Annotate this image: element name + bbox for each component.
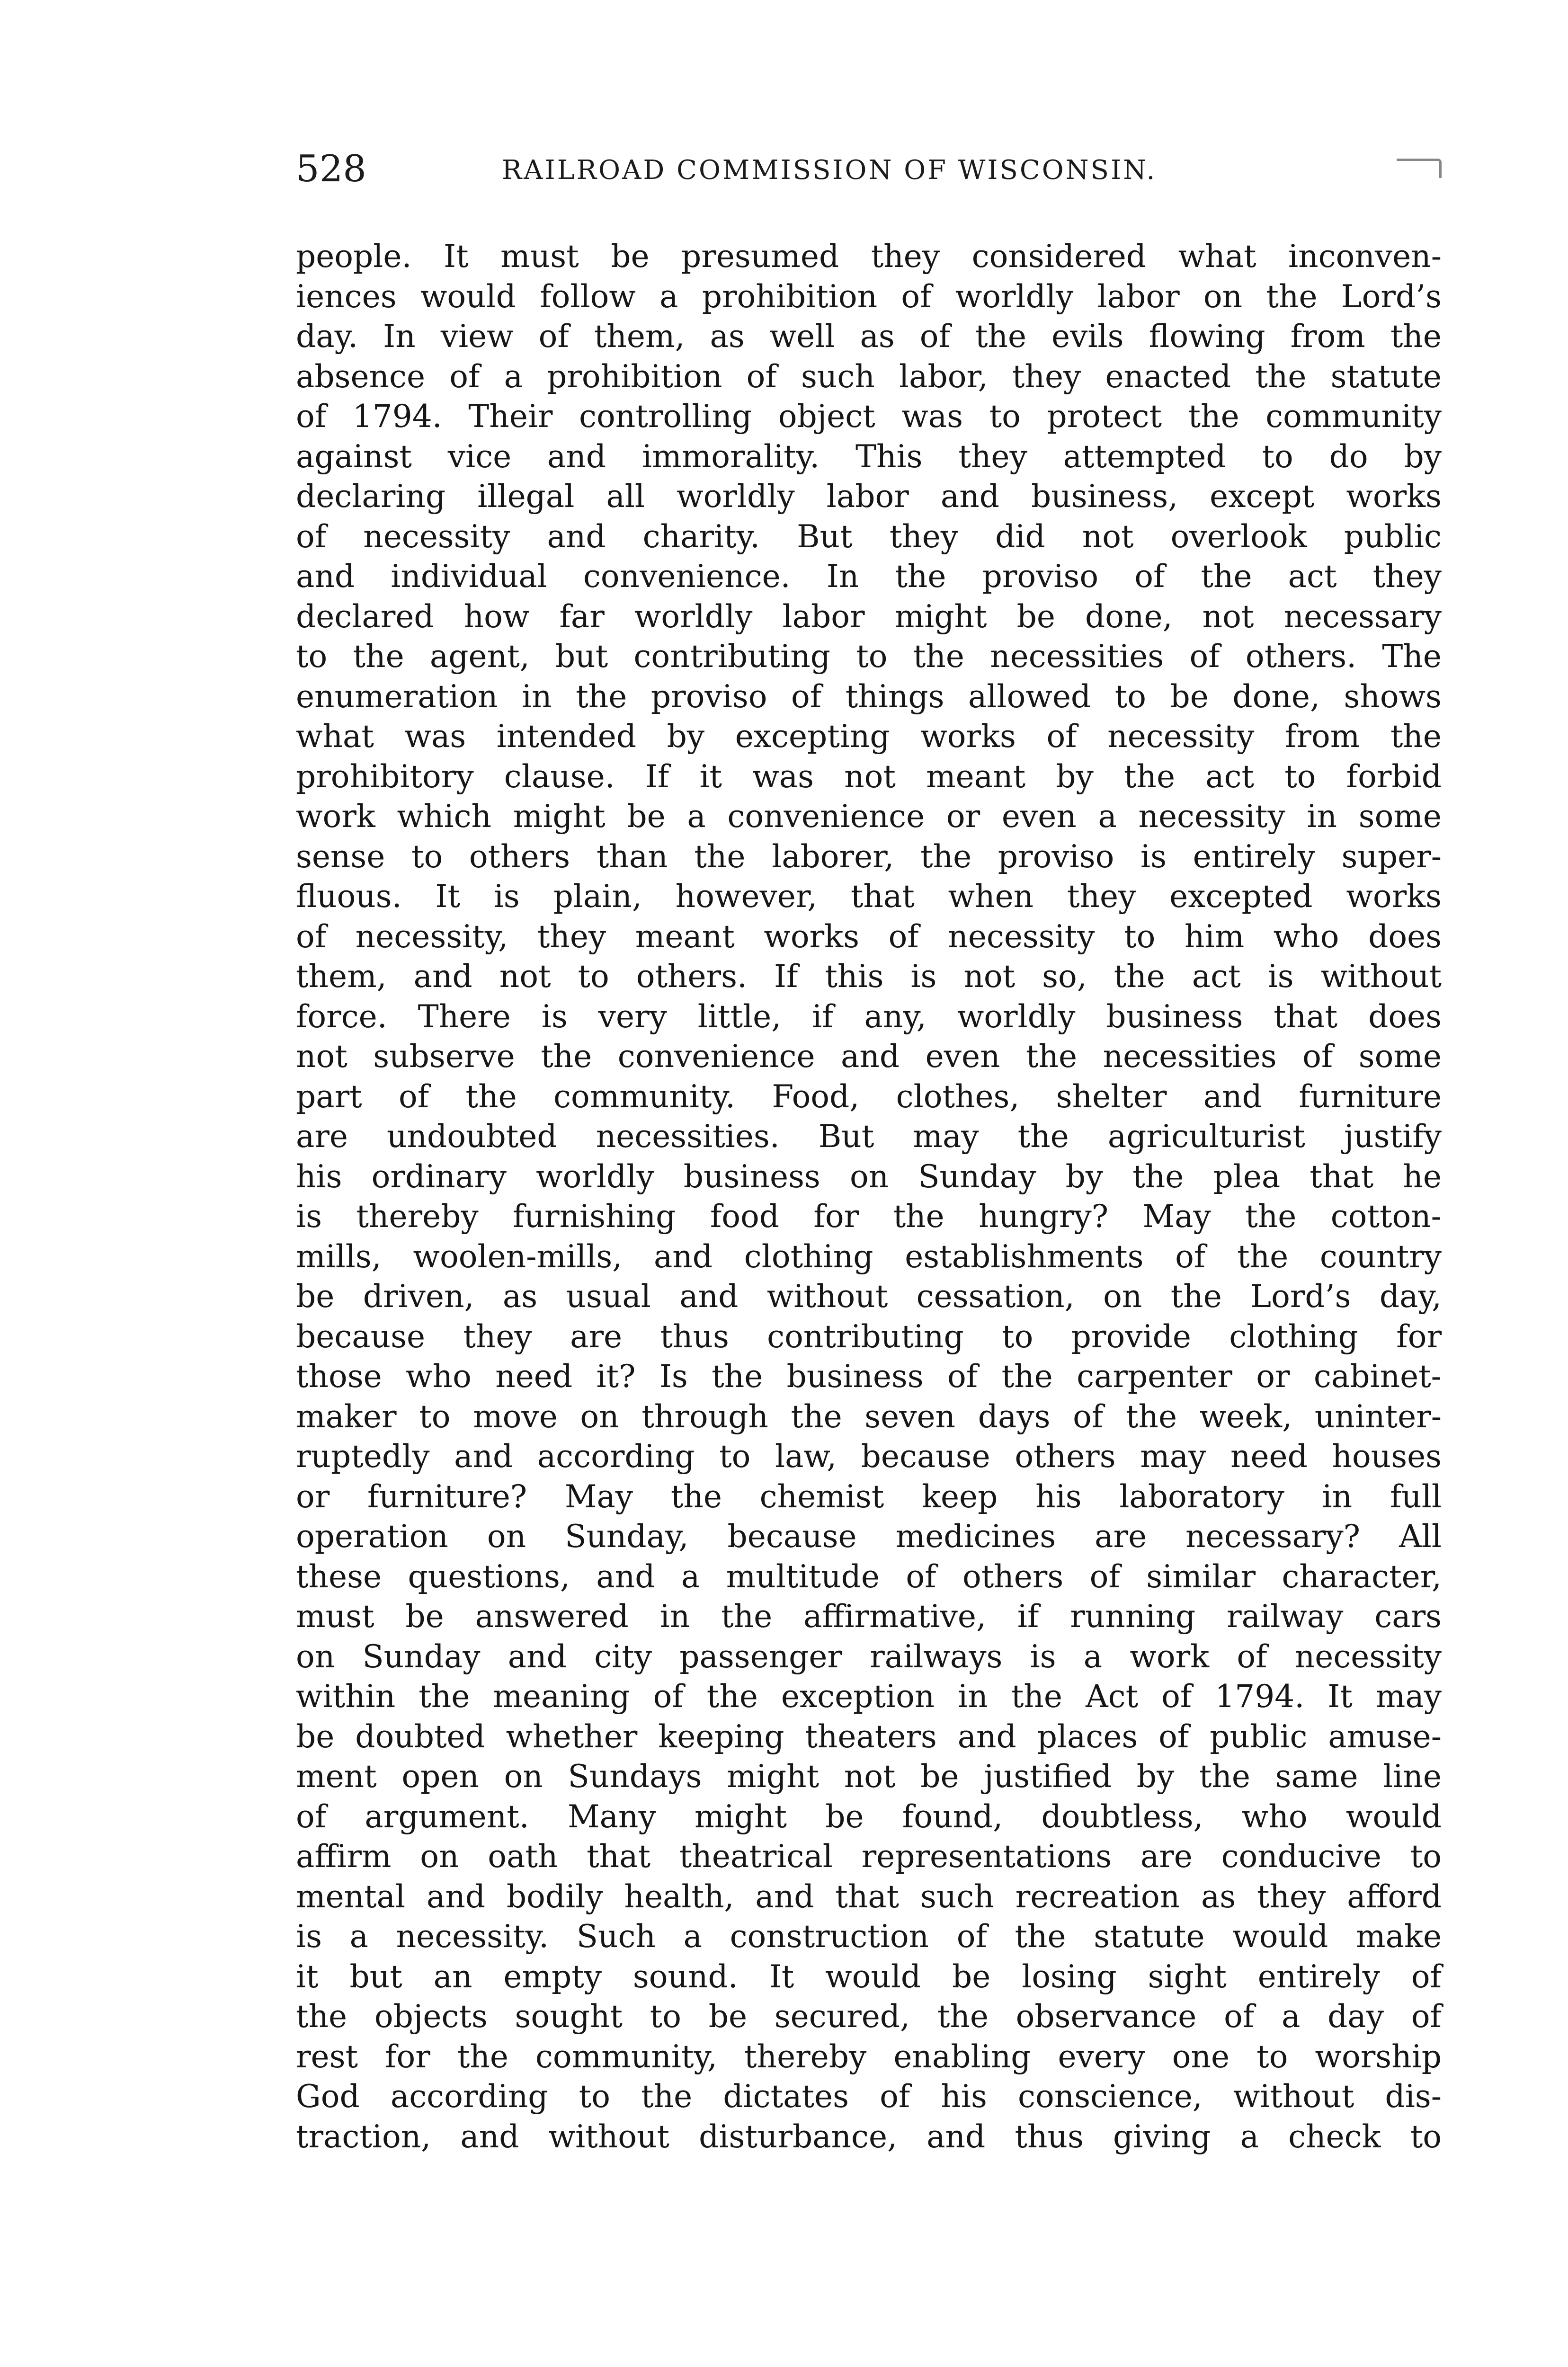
corner-scan-mark — [1397, 159, 1442, 178]
text-line: against vice and immorality. This they attempted to do by — [296, 438, 1442, 475]
text-line: maker to move on through the seven days of the week, uninter- — [296, 1398, 1442, 1435]
text-line: must be answered in the affirmative, if running railway cars — [296, 1598, 1442, 1635]
text-line: ment open on Sundays might not be justified by the same line — [296, 1758, 1442, 1795]
text-line: declaring illegal all worldly labor and business, except works — [296, 478, 1442, 515]
text-line: be doubted whether keeping theaters and places of public amuse- — [296, 1718, 1442, 1755]
text-line: of 1794. Their controlling object was to protect the community — [296, 398, 1442, 435]
text-line: iences would follow a prohibition of worldly labor on the Lord’s — [296, 278, 1442, 315]
text-line: of necessity, they meant works of necessity to him who does — [296, 918, 1442, 955]
text-line: sense to others than the laborer, the proviso is entirely super- — [296, 838, 1442, 875]
text-line: are undoubted necessities. But may the agriculturist justify — [296, 1118, 1442, 1155]
text-line: the objects sought to be secured, the observance of a day of — [296, 1998, 1442, 2035]
text-line: what was intended by excepting works of necessity from the — [296, 718, 1442, 755]
text-line: ruptedly and according to law, because others may need houses — [296, 1438, 1442, 1475]
text-line: mental and bodily health, and that such recreation as they afford — [296, 1878, 1442, 1915]
text-line: prohibitory clause. If it was not meant by the act to forbid — [296, 758, 1442, 795]
text-line: mills, woolen-mills, and clothing establishments of the country — [296, 1238, 1442, 1275]
text-line: day. In view of them, as well as of the evils flowing from the — [296, 318, 1442, 355]
text-line: affirm on oath that theatrical representations are conducive to — [296, 1838, 1442, 1875]
text-line: is a necessity. Such a construction of the statute would make — [296, 1918, 1442, 1955]
text-line: work which might be a convenience or even a necessity in some — [296, 798, 1442, 835]
text-line: God according to the dictates of his conscience, without dis- — [296, 2078, 1442, 2115]
text-line: people. It must be presumed they considered what inconven- — [296, 238, 1442, 275]
text-line: absence of a prohibition of such labor, they enacted the statute — [296, 358, 1442, 395]
text-line: traction, and without disturbance, and thus giving a check to — [296, 2118, 1442, 2155]
text-line: on Sunday and city passenger railways is a work of necessity — [296, 1638, 1442, 1675]
text-line: these questions, and a multitude of others of similar character, — [296, 1558, 1442, 1595]
page-number: 528 — [296, 148, 366, 190]
body-text — [296, 237, 1442, 2157]
text-line: those who need it? Is the business of the carpenter or cabinet- — [296, 1358, 1442, 1395]
text-line: fluous. It is plain, however, that when they excepted works — [296, 878, 1442, 915]
text-line: of necessity and charity. But they did not overlook public — [296, 518, 1442, 555]
text-line: enumeration in the proviso of things allowed to be done, shows — [296, 678, 1442, 715]
text-line: of argument. Many might be found, doubtless, who would — [296, 1798, 1442, 1835]
text-line: because they are thus contributing to provide clothing for — [296, 1318, 1442, 1355]
text-line: within the meaning of the exception in the Act of 1794. It may — [296, 1678, 1442, 1715]
text-line: be driven, as usual and without cessation, on the Lord’s day, — [296, 1278, 1442, 1315]
text-line: his ordinary worldly business on Sunday by the plea that he — [296, 1158, 1442, 1195]
text-line: not subserve the convenience and even the necessities of some — [296, 1038, 1442, 1075]
text-line: declared how far worldly labor might be done, not necessary — [296, 598, 1442, 635]
text-line: and individual convenience. In the proviso of the act they — [296, 558, 1442, 595]
text-line: rest for the community, thereby enabling every one to worship — [296, 2038, 1442, 2075]
text-line: operation on Sunday, because medicines are necessary? All — [296, 1518, 1442, 1555]
text-line: force. There is very little, if any, worldly business that does — [296, 998, 1442, 1035]
running-head: RAILROAD COMMISSION OF WISCONSIN. — [502, 155, 1157, 186]
text-line: it but an empty sound. It would be losing sight entirely of — [296, 1958, 1442, 1995]
text-line: them, and not to others. If this is not so, the act is without — [296, 958, 1442, 995]
text-line: is thereby furnishing food for the hungry? May the cotton- — [296, 1198, 1442, 1235]
text-line: to the agent, but contributing to the necessities of others. The — [296, 638, 1442, 675]
text-line: or furniture? May the chemist keep his laboratory in full — [296, 1478, 1442, 1515]
text-line: part of the community. Food, clothes, shelter and furniture — [296, 1078, 1442, 1115]
